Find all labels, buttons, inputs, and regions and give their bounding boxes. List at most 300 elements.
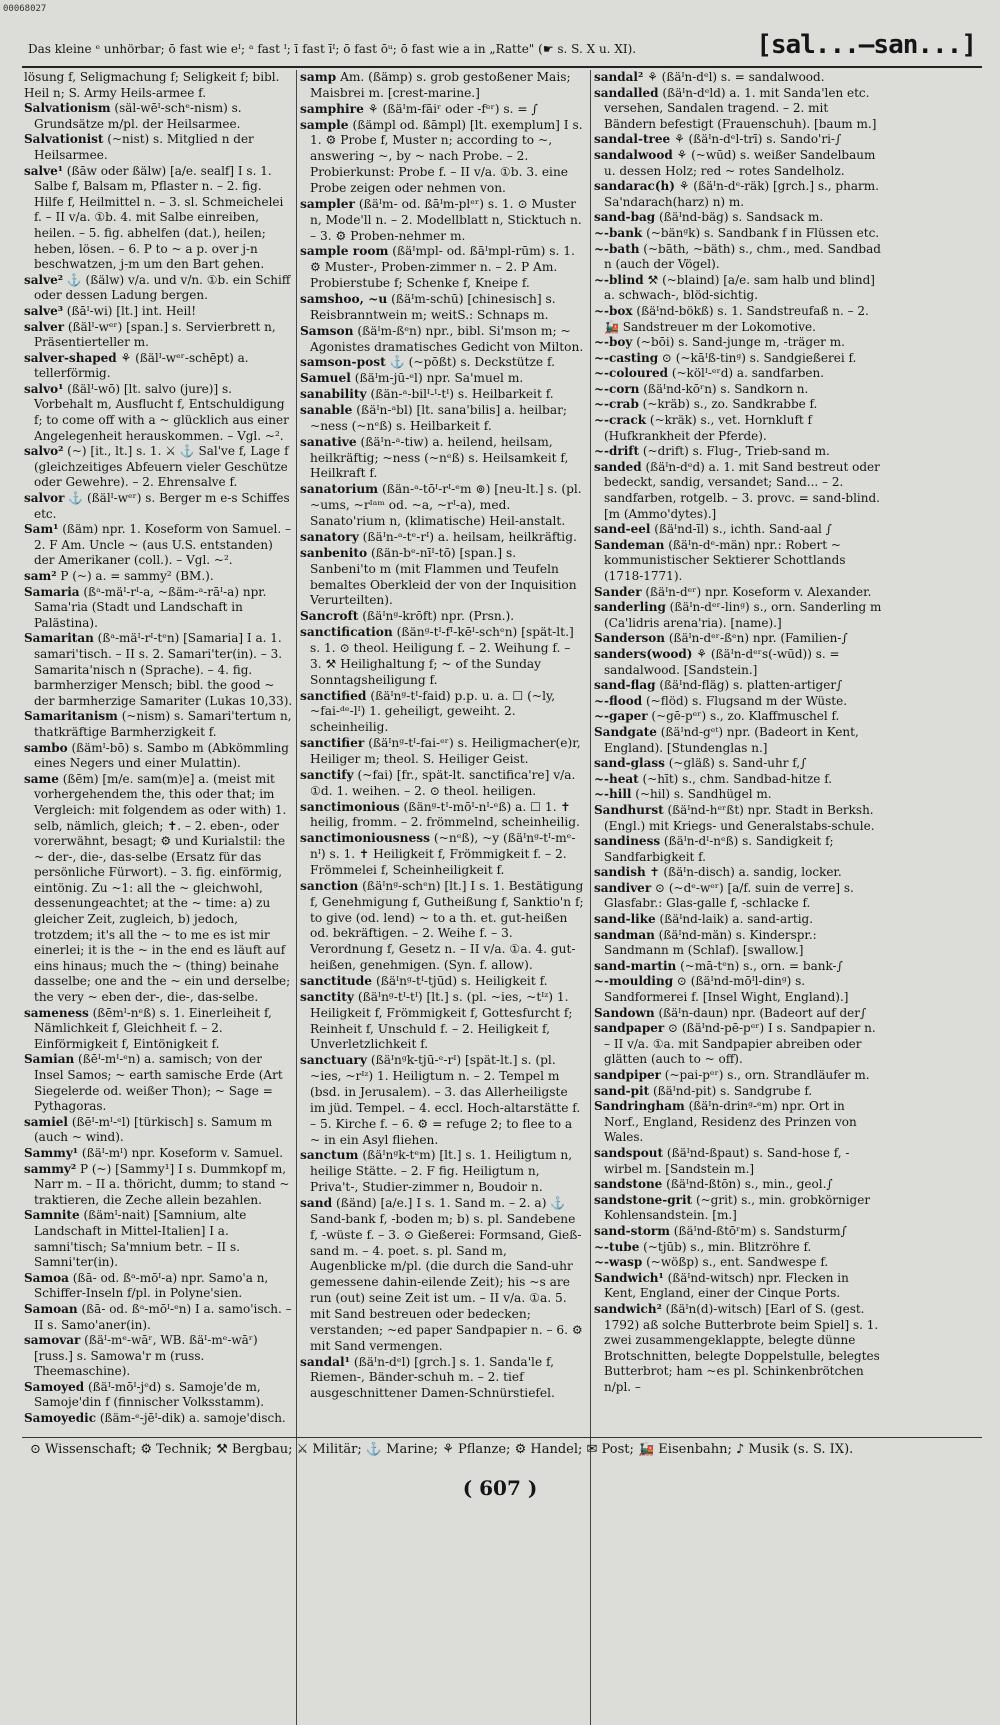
dictionary-entry xyxy=(594,522,882,538)
dictionary-entry xyxy=(594,70,882,86)
entry-headword: sanative xyxy=(300,434,357,449)
entry-definition: (ßäᴵnᵍk-tjū-ᵉ-rᴵ) [spät-lt.] s. (pl. ~ies, ~rᴵᶻ) 1. Heiligtum n. – 2. Tempel m (bsd. in Jerusalem). – 3. das Allerheiligste im jüd. Tempel. – 4. eccl. Hoch-altarstätte f. – 5. Kirche f. – 6. ⚙ = refuge 2; to flee to a ~ in ein Asyl fliehen. xyxy=(310,1053,581,1147)
entry-headword: ~-bank xyxy=(594,225,643,240)
entry-definition: ⊙ (~kāᴵß-tinᵍ) s. Sandgießerei f. xyxy=(661,350,857,365)
entry-definition: (ßᵃ-mäᴵ-rᴵ-tᵉn) [Samaria] I a. 1. samari'tisch. – II s. 2. Samari'ter(in). – 3. Samarita'nisch n (Sprache). – 4. fig. barmherziger Mensch; bibl. the good ~ der barmherzige Samariter (Lukas 10,33). xyxy=(34,631,293,708)
entry-definition: (ßäᴵn-dᵉ-män) npr.: Robert ~ kommunistischer Sektierer Schottlands (1718-1771). xyxy=(604,537,846,583)
entry-definition: (ßäᴵ-mᴵ) npr. Koseform v. Samuel. xyxy=(81,1145,284,1160)
dictionary-entry xyxy=(24,1302,294,1333)
entry-headword: sandarac(h) xyxy=(594,179,675,194)
dictionary-entry xyxy=(594,351,882,367)
dictionary-entry xyxy=(24,1052,294,1114)
dictionary-entry xyxy=(594,1068,882,1084)
dictionary-entry xyxy=(594,834,882,865)
dictionary-entry xyxy=(594,585,882,601)
entry-headword: ~-heat xyxy=(594,771,639,786)
entry-definition: (ßäᴵnd-bäg) s. Sandsack m. xyxy=(659,210,824,225)
dictionary-entry xyxy=(24,1380,294,1411)
entry-headword: sampler xyxy=(300,196,355,211)
entry-definition: (ßāᴵ-wi) [lt.] int. Heil! xyxy=(66,303,197,318)
entry-definition: (ßäᴵnd-witsch) npr. Flecken in Kent, England, einer der Cinque Ports. xyxy=(604,1270,849,1301)
entry-headword: sanctuary xyxy=(300,1053,367,1068)
entry-headword: sandpaper xyxy=(594,1021,665,1036)
entry-headword: sample room xyxy=(300,244,389,259)
entry-headword: samiel xyxy=(24,1114,68,1129)
dictionary-entry xyxy=(300,990,584,1053)
entry-headword: sandal¹ xyxy=(300,1354,351,1369)
entry-definition: ⚘ (ßäᴵn-dᵉl-trī) s. Sando'ri-∫ xyxy=(673,132,842,147)
dictionary-entry xyxy=(300,355,584,371)
entry-headword: sand-like xyxy=(594,912,656,927)
entry-definition: (ßälᴵ-wō) [lt. salvo (jure)] s. Vorbehalt m, Ausflucht f, Entschuldigung f; to come off with a ~ glücklich aus einer Angelegenheit herauskommen. – Vgl. ~². xyxy=(34,381,289,443)
dictionary-entry xyxy=(594,210,882,226)
dictionary-entry xyxy=(594,1146,882,1177)
dictionary-entry xyxy=(594,179,882,210)
dictionary-entry xyxy=(24,444,294,491)
dictionary-entry xyxy=(594,1255,882,1271)
entry-headword: sanability xyxy=(300,387,367,402)
dictionary-entry xyxy=(300,879,584,974)
dictionary-entry xyxy=(24,709,294,740)
entry-headword: samp xyxy=(300,70,337,84)
dictionary-entry xyxy=(24,631,294,709)
dictionary-entry xyxy=(594,413,882,444)
entry-headword: Samnite xyxy=(24,1208,80,1223)
entry-definition: (~mā-tᵉn) s., orn. = bank-∫ xyxy=(680,958,843,973)
entry-headword: sample xyxy=(300,117,349,132)
entry-headword: Sander xyxy=(594,584,642,599)
entry-headword: Samuel xyxy=(300,371,351,386)
entry-headword: Samaritan xyxy=(24,631,94,646)
entry-headword: salver-shaped xyxy=(24,350,117,365)
entry-headword: sandiness xyxy=(594,834,661,849)
entry-definition: (ßäᴵnd-bökß) s. 1. Sandstreufaß n. – 2. 🚂 Sandstreuer m der Lokomotive. xyxy=(604,303,869,334)
entry-definition: P (~) a. = sammy² (BM.). xyxy=(60,569,214,583)
entry-definition: ⚓ (~pōßt) s. Deckstütze f. xyxy=(389,355,555,370)
entry-definition: (~gläß) s. Sand-uhr f,∫ xyxy=(668,756,807,771)
entry-headword: sand-glass xyxy=(594,756,665,771)
entry-definition: (ßäᴵnd-ßtōn) s., min., geol.∫ xyxy=(666,1177,833,1192)
dictionary-entry xyxy=(594,132,882,148)
entry-headword: sandstone-grit xyxy=(594,1192,693,1207)
dictionary-entry xyxy=(300,974,584,990)
entry-headword: sam² xyxy=(24,569,57,583)
dictionary-entry xyxy=(594,538,882,585)
dictionary-entry xyxy=(594,928,882,959)
dictionary-column-2 xyxy=(300,70,584,1430)
entry-headword: sanctitude xyxy=(300,973,373,988)
entry-definition: (~bōi) s. Sand-junge m, -träger m. xyxy=(636,335,845,350)
entry-headword: salvor xyxy=(24,491,65,506)
entry-headword: Samian xyxy=(24,1052,75,1067)
entry-headword: ~-blind xyxy=(594,272,644,287)
entry-headword: sanctified xyxy=(300,688,367,703)
entry-headword: Samoan xyxy=(24,1301,78,1316)
entry-definition: (~hīt) s., chm. Sandbad-hitze f. xyxy=(642,771,833,786)
entry-definition: (ßäᴵn(d)-witsch) [Earl of S. (gest. 1792) aß solche Butterbrote beim Spiel] s. 1. zwei zusammengeklappte, belegte dünne Brotschnitten, belegte Doppelstulle, belegtes Butterbrot; ham ~es pl. Schinkenbrötchen n/pl. – xyxy=(604,1301,880,1394)
dictionary-entry xyxy=(594,772,882,788)
dictionary-entry xyxy=(300,831,584,879)
entry-definition: (~tjūb) s., min. Blitzröhre f. xyxy=(643,1239,812,1254)
entry-definition: (~gē-pᵉʳ) s., zo. Klaffmuschel f. xyxy=(651,709,840,724)
entry-definition: (ßäᴵnd-ßpaut) s. Sand-hose f, -wirbel m. [Sandstein m.] xyxy=(604,1145,850,1176)
entry-headword: sandal² xyxy=(594,70,644,84)
entry-definition: (~grit) s., min. grobkörniger Kohlensandstein. [m.] xyxy=(604,1192,871,1223)
entry-definition: (säl-wēᴵ-schᵉ-nism) s. Grundsätze m/pl. der Heilsarmee. xyxy=(34,101,242,131)
dictionary-entry xyxy=(594,756,882,772)
entry-headword: sandiver xyxy=(594,880,652,895)
entry-headword: sanctimonious xyxy=(300,799,400,814)
dictionary-entry xyxy=(594,725,882,756)
entry-definition: ⚘ (ßäᴵn-dᵉl) s. = sandalwood. xyxy=(647,70,825,84)
dictionary-entry xyxy=(300,118,584,197)
entry-headword: sand-martin xyxy=(594,958,677,973)
entry-headword: Samoyedic xyxy=(24,1411,97,1426)
entry-definition: ⚘ (ßälᴵ-wᵉʳ-schēpt) a. tellerförmig. xyxy=(34,350,249,381)
entry-headword: Sandringham xyxy=(594,1099,685,1114)
entry-headword: ~-coloured xyxy=(594,366,668,381)
page-number: ( 607 ) xyxy=(462,1476,538,1500)
entry-definition: ⚒ (~blaind) [a/e. sam halb und blind] a. schwach-, blöd-sichtig. xyxy=(604,272,875,303)
dictionary-entry xyxy=(300,197,584,245)
entry-headword: salver xyxy=(24,319,65,334)
entry-definition: (ßäᴵn-dᵉʳ-linᵍ) s., orn. Sanderling m (Ca'lidris arena'ria). [name).] xyxy=(604,600,882,630)
entry-headword: ~-boy xyxy=(594,335,633,350)
entry-headword: ~-flood xyxy=(594,693,643,708)
entry-headword: Samson xyxy=(300,323,354,338)
entry-definition: (~pai-pᵉʳ) s., orn. Strandläufer m. xyxy=(664,1068,870,1082)
entry-definition: (~bänᵍk) s. Sandbank f in Flüssen etc. xyxy=(646,225,880,240)
entry-headword: sandalled xyxy=(594,85,659,100)
entry-headword: Sandeman xyxy=(594,537,665,552)
dictionary-entry xyxy=(594,460,882,522)
entry-headword: same xyxy=(24,771,59,786)
dictionary-entry xyxy=(300,625,584,688)
entry-definition: P (~) [Sammy¹] I s. Dummkopf m, Narr m. – II a. thöricht, dumm; to stand ~ traktieren, die Zeche allein bezahlen. xyxy=(34,1161,290,1207)
dictionary-entry xyxy=(300,403,584,435)
entry-definition: (ßäᴵn-ᵃbl) [lt. sana'bilis] a. heilbar; ~ness (~nᵉß) s. Heilbarkeit f. xyxy=(310,403,568,433)
entry-definition: (ßäᴵnᵍ-krōft) npr. (Prsn.). xyxy=(362,609,515,624)
entry-definition: (ßäᴵm-jū-ᵉl) npr. Sa'muel m. xyxy=(354,371,524,386)
entry-headword: sanders(wood) xyxy=(594,646,693,661)
entry-headword: Salvationist xyxy=(24,132,104,147)
dictionary-entry xyxy=(300,70,584,102)
dictionary-entry xyxy=(300,800,584,832)
entry-headword: sanable xyxy=(300,403,353,418)
entry-definition: (ßälᴵ-wᵉʳ) [span.] s. Servierbrett n, Präsentierteller m. xyxy=(34,319,276,350)
entry-headword: Samaria xyxy=(24,584,80,599)
dictionary-entry xyxy=(24,585,294,632)
entry-definition: ⚘ (ßäᴵn-dᵉʳs(-wūd)) s. = sandalwood. [Sandstein.] xyxy=(604,646,840,677)
entry-definition: (ßämᴵ-bō) s. Sambo m (Abkömmling eines Negers und einer Mulattin). xyxy=(34,740,289,771)
entry-definition: (ßän-ᵃ-bilᴵ-ᴵ-tᴵ) s. Heilbarkeit f. xyxy=(370,387,554,402)
entry-headword: sandspout xyxy=(594,1145,664,1160)
dictionary-entry xyxy=(24,132,294,163)
dictionary-entry xyxy=(300,530,584,546)
pronunciation-key: Das kleine ᵉ unhörbar; ō fast wie eᴵ; ᵃ fast ᴵ; ī fast īᴵ; ō fast ōᵘ; ō fast wie a in „Ratte" (☛ s. S. X u. XI). xyxy=(28,42,637,56)
dictionary-entry xyxy=(594,273,882,304)
dictionary-entry xyxy=(24,1146,294,1162)
entry-definition: ✝ (ßäᴵn-disch) a. sandig, locker. xyxy=(649,865,842,880)
entry-definition: (ßēᴵ-mᴵ-ᵉn) a. samisch; von der Insel Samos; ~ earth samische Erde (Art Siegelerde od. weißer Thon); ~ Sage = Pythagoras. xyxy=(34,1052,283,1114)
dictionary-entry xyxy=(594,366,882,382)
entry-definition: (ßänᵍ-tᴵ-mōᴵ-nᴵ-ᵉß) a. ☐ 1. ✝ heilig, fromm. – 2. frömmelnd, scheinheilig. xyxy=(310,799,580,830)
dictionary-column-3 xyxy=(594,70,882,1430)
dictionary-entry xyxy=(24,569,294,585)
dictionary-entry xyxy=(300,387,584,403)
dictionary-entry xyxy=(300,1355,584,1403)
dictionary-entry xyxy=(24,1271,294,1302)
entry-headword: sameness xyxy=(24,1005,89,1020)
dictionary-entry xyxy=(594,631,882,647)
entry-headword: sand xyxy=(300,1196,333,1211)
entry-definition: (ßᵃ-mäᴵ-rᴵ-a, ~ßäm-ᵃ-rāᴵ-a) npr. Sama'ria (Stadt und Landschaft in Palästina). xyxy=(34,584,267,630)
entry-definition: (ßäᴵn-dᵉd) a. 1. mit Sand bestreut oder bedeckt, sandig, versandet; Sand... – 2. sandfarben, rotgelb. – 3. provc. = sand-blind. [m (Ammo'dytes).] xyxy=(604,459,880,521)
entry-definition: ⊙ (ßäᴵnd-mōᴵl-dinᵍ) s. Sandformerei f. [Insel Wight, England).] xyxy=(604,974,849,1005)
entry-headword: samovar xyxy=(24,1333,81,1348)
dictionary-entry xyxy=(594,1177,882,1193)
dictionary-entry xyxy=(300,324,584,356)
entry-headword: ~-crab xyxy=(594,397,639,412)
entry-definition: (ßäm) npr. 1. Koseform von Samuel. – 2. F Am. Uncle ~ (aus U.S. entstanden) der Amerikaner (coll.). – Vgl. ~². xyxy=(34,522,292,568)
entry-definition: ⚘ (~wūd) s. weißer Sandelbaum u. dessen Holz; red ~ rotes Sandelholz. xyxy=(604,147,876,178)
entry-definition: (ßäᴵnd-män) s. Kinderspr.: Sandmann m (Schlaf). [swallow.] xyxy=(604,927,817,958)
dictionary-entry xyxy=(24,273,294,304)
entry-definition: (ßämpl od. ßāmpl) [lt. exemplum] I s. 1. ⚙ Probe f, Muster n; according to ~, answering ~, by ~ nach Probe. – 2. Probierkunst: Probe f. – II v/a. ①b. 3. eine Probe zeigen oder nehmen von. xyxy=(310,117,583,196)
entry-definition: (ßänᵍ-tᴵ-fᴵ-kēᴵ-schᵉn) [spät-lt.] s. 1. ⊙ theol. Heiligung f. – 2. Weihung f. – 3. ⚒ Heilighaltung f; ~ of the Sunday Sonntagsheiligung f. xyxy=(310,625,574,687)
dictionary-entry xyxy=(24,772,294,1006)
entry-definition: (ßēmᴵ-nᵉß) s. 1. Einerleiheit f, Nämlichkeit f, Gleichheit f. – 2. Einförmigkeit f, Eintönigkeit f. xyxy=(34,1005,272,1051)
entry-headword: ~-hill xyxy=(594,787,632,802)
dictionary-entry xyxy=(24,1115,294,1146)
entry-definition: (ßäᴵn-dᵉʳ) npr. Koseform v. Alexander. xyxy=(645,584,872,599)
dictionary-entry xyxy=(24,491,294,522)
entry-headword: ~-gaper xyxy=(594,709,648,724)
entry-definition: (ßēᴵ-mᴵ-ᵉl) [türkisch] s. Samum m (auch ~ wind). xyxy=(34,1114,273,1145)
entry-definition: (~) [it., lt.] s. 1. ⚔ ⚓ Sal've f, Lage f (gleichzeitiges Abfeuern vieler Geschütze oder Gewehre). – 2. Ehrensalve f. xyxy=(34,444,289,490)
scan-code: 00068027 xyxy=(3,4,47,14)
entry-headword: sanatorium xyxy=(300,482,379,497)
dictionary-entry xyxy=(594,1021,882,1068)
entry-definition: (ßēm) [m/e. sam(m)e] a. (meist mit vorhergehendem the, this oder that; im Vergleich: mit folgendem as oder with) 1. selb, nämlich, gleich; ✝. – 2. eben-, oder vorerwähnt, besagt; ⚙ und Kurialstil: the ~ der-, die-, das-selbe (Ersatz für das persönliche Fürwort). – 3. fig. einförmig, eintönig. Zu ~1: all the ~ gleichwohl, dessenungeachtet; at the ~ time: a) zu gleicher Zeit, zugleich, b) jedoch, trotzdem; it's all the ~ to me es ist mir einerlei; it is the ~ in the end es läuft auf eins hinaus; much the ~ (thing) beinahe dasselbe; one and the ~ ein und derselbe; the very ~ eben der-, die-, das-selbe. xyxy=(34,771,291,1005)
dictionary-entry xyxy=(594,397,882,413)
entry-headword: Samaritanism xyxy=(24,709,118,724)
dictionary-entry xyxy=(594,1006,882,1022)
entry-definition: Am. (ßämp) s. grob gestoßener Mais; Maisbrei m. [crest-marine.] xyxy=(310,70,571,100)
entry-definition: (~kräb) s., zo. Sandkrabbe f. xyxy=(642,397,818,412)
entry-definition: (ßäᴵnᵍ-schᵉn) [lt.] I s. 1. Bestätigung f, Genehmigung f, Gutheißung f, Sanktio'n f; to give (od. lend) ~ to a th. et. gut-heißen od. bekräftigen. – 2. Weihe f. – 3. Verordnung f, Gesetz n. – II v/a. ①a. 4. gut-heißen, genehmigen. (Syn. f. allow). xyxy=(310,878,584,973)
entry-definition: (ßāw oder ßälw) [a/e. sealf] I s. 1. Salbe f, Balsam m, Pflaster n. – 2. fig. Hilfe f, Heilmittel n. – 3. sl. Schmeichelei f. – II v/a. ①b. 4. mit Salbe einreiben, heilen. – 5. fig. abhelfen (dat.), heilen; heben, lösen. – 6. P to ~ a p. over j-n beschwatzen, j-m um den Bart gehen. xyxy=(34,163,284,272)
entry-headword: sanction xyxy=(300,878,359,893)
dictionary-entry xyxy=(24,70,294,101)
dictionary-entry xyxy=(594,1240,882,1256)
entry-definition: lösung f, Seligmachung f; Seligkeit f; bibl. Heil n; S. Army Heils-armee f. xyxy=(24,70,280,100)
symbol-legend: ⊙ Wissenschaft; ⚙ Technik; ⚒ Bergbau; ⚔ Militär; ⚓ Marine; ⚘ Pflanze; ⚙ Handel; ✉ Post; 🚂 Eisenbahn; ♪ Musik (s. S. IX). xyxy=(30,1442,854,1457)
dictionary-entry xyxy=(594,600,882,631)
dictionary-entry xyxy=(24,304,294,320)
dictionary-entry xyxy=(594,242,882,273)
dictionary-entry xyxy=(300,736,584,768)
dictionary-entry xyxy=(594,881,882,912)
entry-definition: (ßā- od. ßᵃ-mōᴵ-ᵉn) I a. samo'isch. – II s. Samo'aner(in). xyxy=(34,1301,292,1332)
dictionary-entry xyxy=(300,1053,584,1148)
dictionary-entry xyxy=(594,787,882,803)
page-header xyxy=(22,30,982,68)
entry-definition: (ßäᴵm-ßᵉn) npr., bibl. Si'mson m; ~ Agonistes dramatisches Gedicht von Milton. xyxy=(310,323,584,354)
entry-definition: ⚓ (ßälᴵ-wᵉʳ) s. Berger m e-s Schiffes etc. xyxy=(34,491,290,521)
dictionary-entry xyxy=(24,1208,294,1270)
entry-headword: sanderling xyxy=(594,600,666,615)
entry-headword: ~-bath xyxy=(594,241,640,256)
entry-definition: (~hil) s. Sandhügel m. xyxy=(635,787,772,802)
entry-definition: (~kräk) s., vet. Hornkluft f (Hufkrankheit der Pferde). xyxy=(604,413,813,443)
entry-definition: (ßänd) [a/e.] I s. 1. Sand m. – 2. a) ⚓ Sand-bank f, -boden m; b) s. pl. Sandebene f, -wüste f. – 3. ⊙ Gießerei: Formsand, Gieß-sand m. – 4. poet. s. pl. Sand m, Augenblicke m/pl. (die durch die Sand-uhr gemessene dahin-eilende Zeit); his ~s are run (out) seine Zeit ist um. – II v/a. ①a. 5. mit Sand bestreuen oder bedecken; verstanden; ~ed paper Sandpapier n. – 6. ⚙ mit Sand vermengen. xyxy=(310,1196,583,1353)
entry-headword: sanctification xyxy=(300,625,393,640)
entry-headword: sanctifier xyxy=(300,736,365,751)
entry-headword: sand-storm xyxy=(594,1223,670,1238)
entry-definition: (~nᵉß), ~y (ßäᴵnᵍ-tᴵ-mᵉ-nᴵ) s. 1. ✝ Heiligkeit f, Frömmigkeit f. – 2. Frömmelei f, Scheinheiligkeit f. xyxy=(310,831,576,877)
dictionary-entry xyxy=(300,1148,584,1196)
entry-definition: (ßäᴵ-mᵉ-wāʳ, WB. ßäᴵ-mᵉ-wāʳ) [russ.] s. Samowa'r m (russ. Theemaschine). xyxy=(34,1333,258,1379)
entry-definition: ⚘ (ßäᴵm-fāiʳ oder -fᵉʳ) s. = ∫ xyxy=(367,101,538,116)
dictionary-entry xyxy=(594,678,882,694)
entry-definition: (ßäᴵn-dᵉl) [grch.] s. 1. Sanda'le f, Riemen-, Bänder-schuh m. – 2. tief ausgeschnittener Damen-Schnürstiefel. xyxy=(310,1354,555,1401)
dictionary-entry xyxy=(300,244,584,292)
entry-headword: sammy² xyxy=(24,1161,77,1176)
entry-headword: salve³ xyxy=(24,303,63,318)
dictionary-entry xyxy=(594,912,882,928)
dictionary-entry xyxy=(300,689,584,737)
entry-definition: (~drift) s. Flug-, Trieb-sand m. xyxy=(642,444,830,459)
dictionary-entry xyxy=(24,101,294,132)
dictionary-entry xyxy=(300,609,584,625)
entry-headword: Sam¹ xyxy=(24,522,59,537)
dictionary-entry xyxy=(24,1411,294,1427)
entry-definition: (~kölᴵ-ᵉʳd) a. sandfarben. xyxy=(671,366,825,381)
entry-definition: (ßäᴵn-dᵉʳ-ßᵉn) npr. (Familien-∫ xyxy=(668,631,848,646)
footer-rule xyxy=(22,1437,982,1438)
entry-headword: Salvationism xyxy=(24,101,111,116)
entry-definition: (~nism) s. Samari'tertum n, thatkräftige Barmherzigkeit f. xyxy=(34,709,292,739)
entry-definition: (~nist) s. Mitglied n der Heilsarmee. xyxy=(34,132,254,162)
entry-headword: ~-tube xyxy=(594,1239,640,1254)
entry-headword: sanctum xyxy=(300,1148,359,1163)
entry-definition: ⚓ (ßälw) v/a. und v/n. ①b. ein Schiff oder dessen Ladung bergen. xyxy=(34,272,291,303)
dictionary-entry xyxy=(24,164,294,273)
entry-definition: (ßäᴵm- od. ßāᴵm-plᵉʳ) s. 1. ⊙ Muster n, Mode'll n. – 2. Modellblatt n, Sticktuch n. – 3. ⚙ Proben-nehmer m. xyxy=(310,196,582,243)
entry-headword: Sanderson xyxy=(594,631,665,646)
entry-headword: ~-moulding xyxy=(594,974,674,989)
dictionary-entry xyxy=(594,304,882,335)
entry-headword: samphire xyxy=(300,101,364,116)
dictionary-entry xyxy=(24,351,294,382)
headword-range: [sal...—san...] xyxy=(756,30,976,60)
entry-definition: (ßäᴵn-dᴵ-nᵉß) s. Sandigkeit f; Sandfarbigkeit f. xyxy=(604,834,834,864)
entry-definition: (ßäᴵn-ᵃ-tiw) a. heilend, heilsam, heilkräftig; ~ness (~nᵉß) s. Heilsamkeit f, Heilkraft f. xyxy=(310,434,569,481)
entry-headword: Sandown xyxy=(594,1005,655,1020)
dictionary-entry xyxy=(594,647,882,678)
entry-headword: ~-drift xyxy=(594,444,640,459)
entry-headword: ~-wasp xyxy=(594,1255,643,1270)
dictionary-entry xyxy=(594,382,882,398)
dictionary-entry xyxy=(24,1162,294,1209)
entry-headword: Sancroft xyxy=(300,609,359,624)
dictionary-column-1 xyxy=(24,70,294,1430)
dictionary-entry xyxy=(594,335,882,351)
entry-definition: (ßäᴵnd-ßtōʳm) s. Sandsturm∫ xyxy=(673,1223,847,1238)
entry-headword: ~-box xyxy=(594,303,633,318)
entry-headword: sand-flag xyxy=(594,678,656,693)
entry-headword: sandpiper xyxy=(594,1068,661,1082)
entry-definition: (ßäᴵn-ᵃ-tᵉ-rᴵ) a. heilsam, heilkräftig. xyxy=(362,529,577,544)
entry-definition: (~wößp) s., ent. Sandwespe f. xyxy=(646,1255,829,1270)
dictionary-entry xyxy=(594,1224,882,1240)
dictionary-entry xyxy=(300,1196,584,1355)
entry-definition: (ßäᴵ-mōᴵ-jᵉd) s. Samoje'de m, Samoje'din f (finnischer Volksstamm). xyxy=(34,1379,265,1410)
entry-definition: (ßäᴵnd-gᵉᵗ) npr. (Badeort in Kent, England). [Stundenglas n.] xyxy=(604,724,859,755)
dictionary-entry xyxy=(24,1333,294,1380)
entry-headword: samson-post xyxy=(300,355,386,370)
dictionary-entry xyxy=(300,292,584,324)
dictionary-entry xyxy=(24,382,294,444)
entry-definition: (ßäᴵnd-īl) s., ichth. Sand-aal ∫ xyxy=(654,522,832,537)
entry-definition: (ßämᴵ-nait) [Samnium, alte Landschaft in Mittel-Italien] I a. samni'tisch; Sa'mnium betr. – II s. Samni'ter(in). xyxy=(34,1208,247,1270)
entry-definition: (~bāth, ~bäth) s., chm., med. Sandbad n (auch der Vögel). xyxy=(604,241,881,272)
entry-headword: sanatory xyxy=(300,529,359,544)
entry-definition: (ßā- od. ßᵃ-mōᴵ-a) npr. Samo'a n, Schiffer-Inseln f/pl. in Polyne'sien. xyxy=(34,1270,269,1301)
entry-definition: (ßäᴵnd-laik) a. sand-artig. xyxy=(659,912,814,927)
entry-definition: (ßäᴵmpl- od. ßāᴵmpl-rūm) s. 1. ⚙ Muster-, Proben-zimmer n. – 2. P Am. Probierstube f; Schenke f, Kneipe f. xyxy=(310,244,575,291)
entry-headword: sanctify xyxy=(300,767,354,782)
dictionary-entry xyxy=(300,482,584,530)
entry-headword: Samoa xyxy=(24,1270,69,1285)
dictionary-entry xyxy=(594,1099,882,1146)
entry-definition: (ßäᴵn-drinᵍ-ᵉm) npr. Ort in Norf., England, Residenz des Prinzen von Wales. xyxy=(604,1099,857,1145)
entry-headword: sanctimoniousness xyxy=(300,831,431,846)
entry-definition: (ßäᴵm-schū) [chinesisch] s. Reisbranntwein m; weitS.: Schnaps m. xyxy=(310,292,556,322)
entry-definition: (ßäᴵnd-kōʳn) s. Sandkorn n. xyxy=(643,381,809,396)
entry-headword: Sandgate xyxy=(594,724,657,739)
entry-headword: sanded xyxy=(594,459,642,474)
entry-headword: ~-casting xyxy=(594,350,659,365)
entry-headword: sandwich² xyxy=(594,1301,662,1316)
dictionary-entry xyxy=(300,435,584,483)
dictionary-entry xyxy=(594,709,882,725)
entry-headword: sandstone xyxy=(594,1177,663,1192)
entry-definition: (ßän-bᵉ-nīᴵ-tō) [span.] s. Sanbeni'to m (mit Flammen und Teufeln bemaltes Oberkleid der von der Inquisition Verurteilten). xyxy=(310,545,577,608)
dictionary-entry xyxy=(24,320,294,351)
entry-headword: salvo¹ xyxy=(24,381,64,396)
dictionary-entry xyxy=(594,974,882,1005)
dictionary-entry xyxy=(594,444,882,460)
entry-headword: salve¹ xyxy=(24,163,63,178)
dictionary-entry xyxy=(594,226,882,242)
entry-headword: ~-corn xyxy=(594,381,640,396)
entry-headword: sand-eel xyxy=(594,522,651,537)
entry-headword: ~-crack xyxy=(594,413,647,428)
dictionary-entry xyxy=(594,1271,882,1302)
entry-headword: sanbenito xyxy=(300,545,368,560)
entry-headword: Sammy¹ xyxy=(24,1145,79,1160)
entry-headword: sandman xyxy=(594,927,655,942)
entry-headword: sandal-tree xyxy=(594,132,671,147)
entry-definition: (ßäᴵnᵍ-tᴵ-fai-ᵉʳ) s. Heiligmacher(e)r, Heiliger m; theol. S. Heiliger Geist. xyxy=(310,736,581,766)
entry-headword: Samoyed xyxy=(24,1379,85,1394)
entry-headword: sand-bag xyxy=(594,210,656,225)
entry-headword: Sandwich¹ xyxy=(594,1270,664,1285)
entry-definition: (ßäᴵnᵍ-tᴵ-tjūd) s. Heiligkeit f. xyxy=(375,973,548,988)
dictionary-entry xyxy=(300,546,584,609)
